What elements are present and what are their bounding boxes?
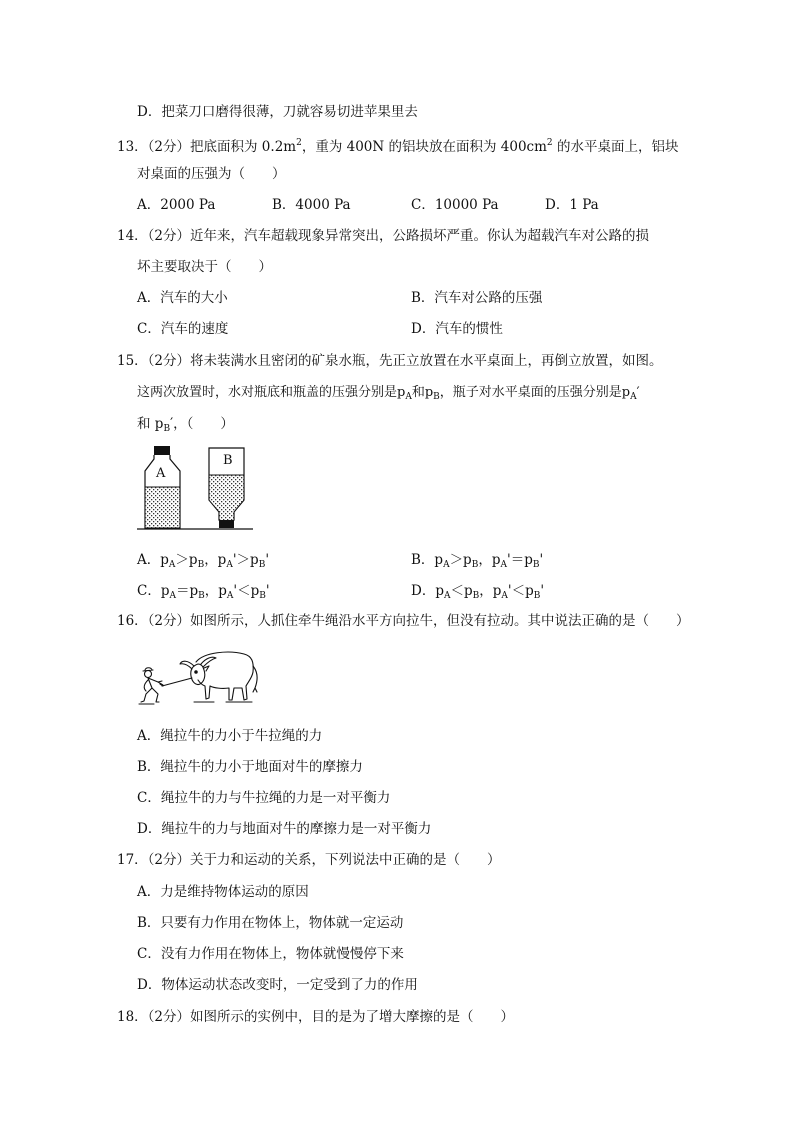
bottle-a-label: A bbox=[156, 466, 166, 481]
q14-stem-line2: 坏主要取决于（ ） bbox=[137, 259, 272, 275]
q14-option-c: C．汽车的速度 bbox=[137, 321, 229, 337]
q14-option-d: D．汽车的惯性 bbox=[411, 321, 503, 337]
q14-option-a: A．汽车的大小 bbox=[137, 290, 228, 306]
bottle-b-label: B bbox=[223, 453, 233, 468]
q13-option-b: B．4000 Pa bbox=[272, 197, 351, 213]
q16-option-b: B．绳拉牛的力小于地面对牛的摩擦力 bbox=[137, 759, 363, 775]
bottle-a-upright bbox=[145, 446, 180, 528]
q13-option-c: C．10000 Pa bbox=[411, 197, 499, 213]
q16-option-a: A．绳拉牛的力小于牛拉绳的力 bbox=[137, 728, 323, 744]
q18-stem-line1: 18．（2分）如图所示的实例中，目的是为了增大摩擦的是（ ） bbox=[117, 1009, 515, 1025]
q13-option-d: D．1 Pa bbox=[545, 197, 599, 213]
q12-option-d: D．把菜刀口磨得很薄，刀就容易切进苹果里去 bbox=[137, 104, 418, 120]
rope bbox=[162, 678, 192, 686]
q14-stem-line1: 14．（2分）近年来，汽车超载现象异常突出，公路损坏严重。你认为超载汽车对公路的损 bbox=[117, 228, 650, 244]
q17-option-a: A．力是维持物体运动的原因 bbox=[137, 884, 309, 900]
q15-stem-line2: 这两次放置时，水对瓶底和瓶盖的压强分别是$p_A$和$p_B$，瓶子对水平桌面的压强分别是$p_A'$ bbox=[137, 385, 640, 402]
q13-stem-line2: 对桌面的压强为（ ） bbox=[137, 166, 286, 182]
bottles-figure bbox=[135, 443, 255, 538]
q17-option-b: B．只要有力作用在物体上，物体就一定运动 bbox=[137, 915, 404, 931]
q15-option-c: C．$p_A=p_B$，$p_A'<p_B'$ bbox=[137, 583, 270, 601]
q17-stem-line1: 17．（2分）关于力和运动的关系，下列说法中正确的是（ ） bbox=[117, 852, 501, 868]
man-head bbox=[145, 671, 152, 678]
q17-option-d: D．物体运动状态改变时，一定受到了力的作用 bbox=[137, 977, 418, 993]
q15-option-a: A．$p_A>p_B$，$p_A'>p_B'$ bbox=[137, 552, 270, 570]
q15-stem-line3: 和 $p_B'$，（ ） bbox=[137, 416, 234, 434]
q14-option-b: B．汽车对公路的压强 bbox=[411, 290, 543, 306]
q15-option-b: B．$p_A>p_B$，$p_A'=p_B'$ bbox=[411, 552, 544, 570]
man-pulling-ox-figure bbox=[134, 644, 262, 712]
q16-stem-line1: 16．（2分）如图所示，人抓住牵牛绳沿水平方向拉牛，但没有拉动。其中说法正确的是（ ） bbox=[117, 613, 690, 629]
q15-option-d: D．$p_A<p_B$，$p_A'<p_B'$ bbox=[411, 583, 545, 601]
q17-option-c: C．没有力作用在物体上，物体就慢慢停下来 bbox=[137, 946, 404, 962]
q16-option-d: D．绳拉牛的力与地面对牛的摩擦力是一对平衡力 bbox=[137, 821, 432, 837]
q16-option-c: C．绳拉牛的力与牛拉绳的力是一对平衡力 bbox=[137, 790, 391, 806]
q15-stem-line1: 15．（2分）将未装满水且密闭的矿泉水瓶，先正立放置在水平桌面上，再倒立放置，如图。 bbox=[117, 353, 663, 369]
q13-option-a: A．2000 Pa bbox=[137, 197, 216, 213]
q13-stem-line1: 13．（2分）把底面积为 $0.2m^2$，重为 400N 的铝块放在面积为 $400cm^2$ 的水平桌面上，铝块 bbox=[117, 138, 679, 155]
